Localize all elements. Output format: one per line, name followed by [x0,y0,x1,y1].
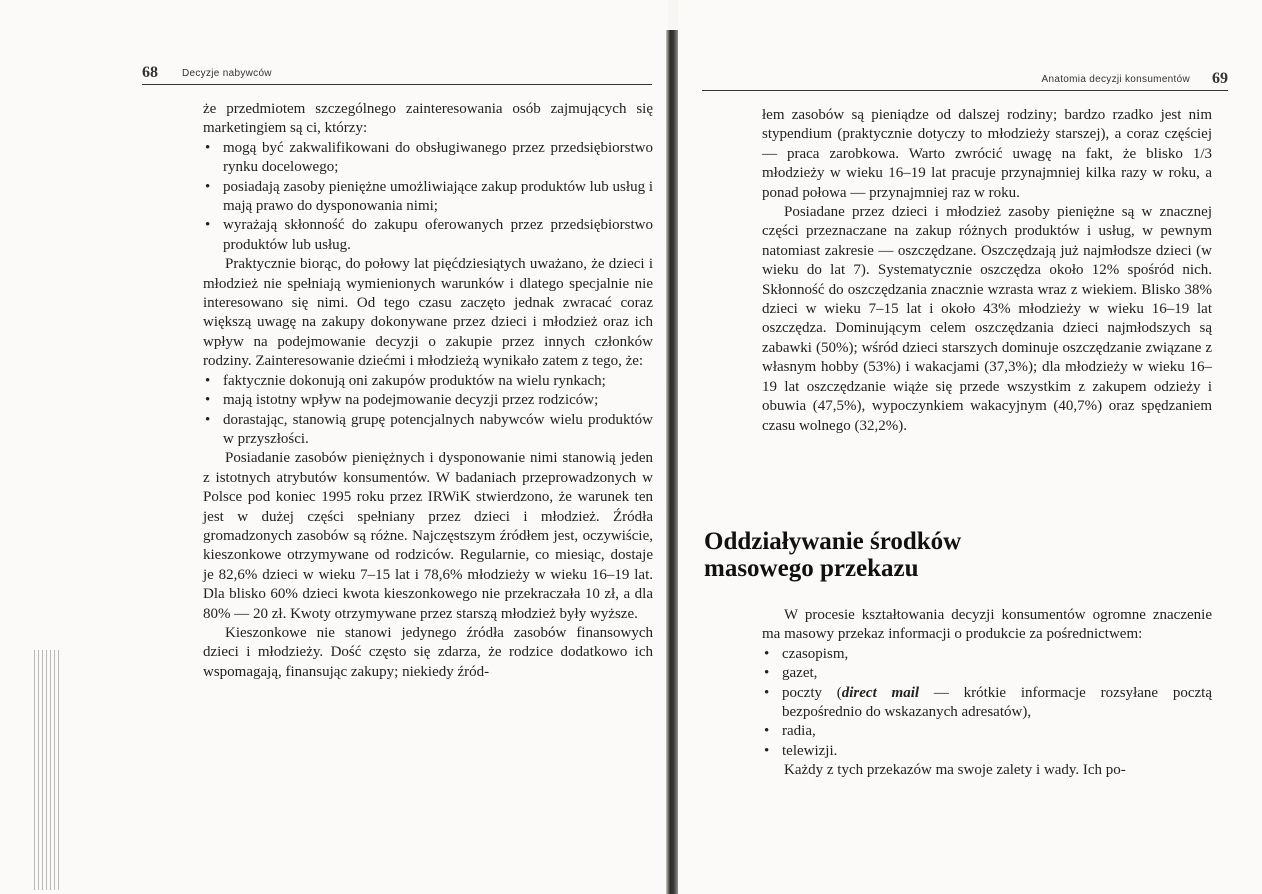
intro-paragraph: że przedmiotem szczególnego zainteresowania osób zajmujących się marketingiem są ci, którzy: [203,101,653,137]
mail-suffix: — krótkie informacje rozsyłane pocztą bezpośrednio do wskazanych adresatów), [782,684,1212,721]
list-item: • gazet, [762,664,1212,683]
list-item: • mają istotny wpływ na podejmowanie decyzji przez rodziców; [203,391,653,410]
list-item: • dorastając, stanowią grupę potencjalnych nabywców wielu produktów w przyszłości. [203,411,653,450]
right-running-title: Anatomia decyzji konsumentów [1041,74,1190,85]
list-item [762,684,1212,723]
left-running-title: Decyzje nabywców [182,68,272,79]
list-item: • czasopism, [762,645,1212,664]
mail-term: direct mail [841,684,920,701]
right-page [678,0,1262,894]
conditions-list [203,139,653,255]
right-running-head [702,70,1228,91]
paragraph: Każdy z tych przekazów ma swoje zalety i wady. Ich po- [784,762,1126,779]
list-item: • faktycznie dokonują oni zakupów produktów na wielu rynkach; [203,372,653,391]
reasons-list [203,372,653,450]
paragraph: Praktycznie biorąc, do połowy lat pięćdziesiątych uważano, że dzieci i młodzież nie spełniają wymienionych warunków i dlatego specjalnie nie interesowano się nimi. Od tego czasu zaczęto jednak zwracać coraz większą uwagę na zakupy dokonywane przez dzieci i młodzież oraz ich wpływ na podejmowanie decyzji o zakupie przez innych członków rodziny. Zainteresowanie dziećmi i młodzieżą wynikało zatem z tego, że: [203,256,653,370]
list-item: • mogą być zakwalifikowani do obsługiwanego przez przedsiębiorstwo rynku docelowego; [203,139,653,178]
paragraph: łem zasobów są pieniądze od dalszej rodziny; bardzo rzadko jest nim stypendium (praktycznie dotyczy to młodzieży starszej), a coraz częściej — praca zarobkowa. Warto zwrócić uwagę na fakt, że blisko 1/3 młodzieży w wieku 16–19 lat pracuje przynajmniej kilka razy w roku, a ponad połowa — przynajmniej raz w roku. [762,107,1212,201]
list-item: • wyrażają skłonność do zakupu oferowanych przez przedsiębiorstwo produktów lub usług. [203,216,653,255]
right-text-column-bottom [762,606,1212,781]
list-item: • radia, [762,722,1212,741]
list-item: • telewizji. [762,742,1212,761]
right-text-column-top [762,106,1212,436]
right-page-number: 69 [1212,70,1228,87]
paragraph: Posiadane przez dzieci i młodzież zasoby pieniężne są w znacznej części przeznaczane na zakup różnych produktów i usług, w pewnym natomiast zakresie — oszczędzane. Oszczędzają już najmłodsze dzieci (w wieku do lat 7). Systematycznie oszczędza około 12% spośród nich. Skłonność do oszczędzania znacznie wzrasta wraz z wiekiem. Blisko 38% dzieci w wieku 7–15 lat i około 43% młodzieży w wieku 16–19 lat oszczędza. Dominującym celem oszczędzania dzieci najmłodszych są zabawki (50%); wśród dzieci starszych dominuje oszczędzanie związane z własnym hobby (53%) i wakacjami (37,3%); dla młodzieży w wieku 16–19 lat oszczędzanie wiąże się przede wszystkim z zakupem odzieży i obuwia (47,5%), wypoczynkiem wakacyjnym (40,7%) oraz spędzaniem czasu wolnego (32,2%). [762,204,1212,434]
left-text-column [203,100,653,682]
media-list [762,645,1212,761]
list-item: • posiadają zasoby pieniężne umożliwiające zakup produktów lub usług i mają prawo do dysponowania nimi; [203,178,653,217]
section-heading: Oddziaływanie środków masowego przekazu [704,528,962,582]
mail-prefix: poczty ( [782,684,842,701]
paragraph: Posiadanie zasobów pieniężnych i dysponowanie nimi stanowią jeden z istotnych atrybutów konsumentów. W badaniach przeprowadzonych w Polsce pod koniec 1995 roku przez IRWiK stwierdzono, że warunek ten jest w dużej części spełniany przez dzieci i młodzież. Źródła gromadzonych zasobów są różne. Najczęstszym źródłem jest, oczywiście, kieszonkowe otrzymywane od rodziców. Regularnie, co miesiąc, dostaje je 82,6% dzieci w wieku 7–15 lat i 78,6% młodzieży w wieku 16–19 lat. Dla blisko 60% dzieci kwota kieszonkowego nie przekraczała 10 zł, a dla 80% — 20 zł. Kwoty otrzymywane przez starszą młodzież były wyższe. [203,450,653,622]
left-running-head [142,64,652,85]
scan-edge-marks [34,650,62,890]
paragraph: W procesie kształtowania decyzji konsumentów ogromne znaczenie ma masowy przekaz informacji o produkcie za pośrednictwem: [762,607,1212,643]
left-page-number: 68 [142,64,158,81]
paragraph: Kieszonkowe nie stanowi jedynego źródła zasobów finansowych dzieci i młodzieży. Dość często się zdarza, że rodzice dodatkowo ich wspomagają, finansując zakupy; niekiedy źród- [203,624,653,680]
